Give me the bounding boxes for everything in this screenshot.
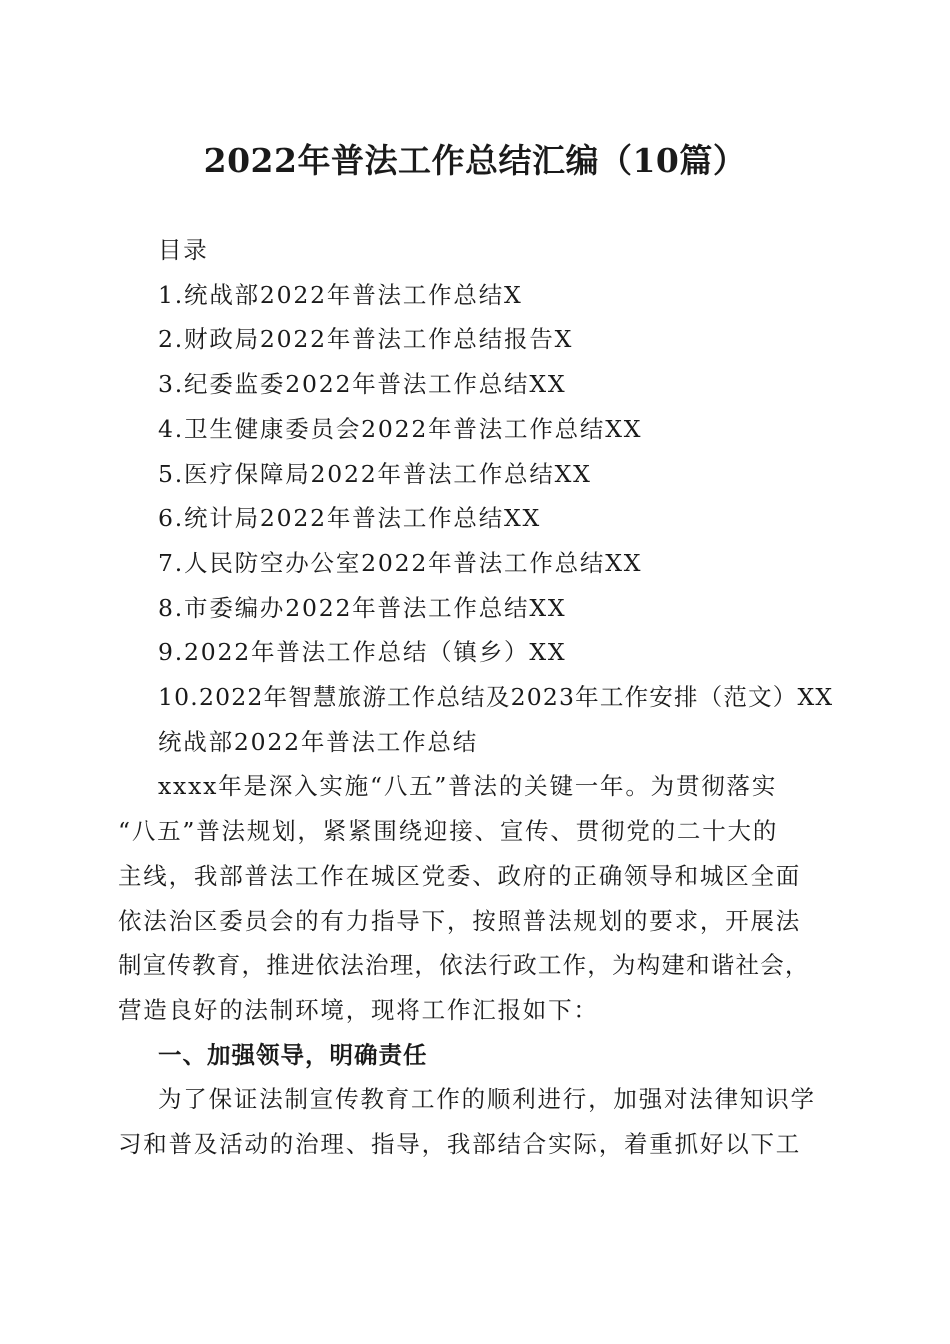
toc-heading: 目录 xyxy=(158,236,209,264)
toc-item-9[interactable]: 9.2022年普法工作总结（镇乡）XX xyxy=(158,638,567,667)
document-body xyxy=(118,228,834,1167)
paragraph-line: 营造良好的法制环境，现将工作汇报如下： xyxy=(118,995,599,1024)
document-title: 2022年普法工作总结汇编（10篇） xyxy=(203,141,747,180)
toc-item-2[interactable]: 2.财政局2022年普法工作总结报告X xyxy=(158,325,574,354)
paragraph-line: 依法治区委员会的有力指导下，按照普法规划的要求，开展法 xyxy=(118,906,802,935)
table-of-contents xyxy=(118,273,834,720)
paragraph-section-1 xyxy=(118,1077,834,1166)
toc-item-6[interactable]: 6.统计局2022年普法工作总结XX xyxy=(158,504,542,533)
section-heading-1: 一、加强领导，明确责任 xyxy=(158,1040,428,1069)
article-title: 统战部2022年普法工作总结 xyxy=(158,727,479,756)
toc-item-10[interactable]: 10.2022年智慧旅游工作总结及2023年工作安排（范文）XX xyxy=(158,683,834,712)
toc-item-3[interactable]: 3.纪委监委2022年普法工作总结XX xyxy=(158,370,567,399)
paragraph-line: 习和普及活动的治理、指导，我部结合实际，着重抓好以下工 xyxy=(118,1130,802,1159)
toc-item-7[interactable]: 7.人民防空办公室2022年普法工作总结XX xyxy=(158,548,643,577)
paragraph-line: “八五”普法规划，紧紧围绕迎接、宣传、贯彻党的二十大的 xyxy=(118,817,779,846)
toc-item-4[interactable]: 4.卫生健康委员会2022年普法工作总结XX xyxy=(158,414,643,443)
paragraph-line: xxxx年是深入实施“八五”普法的关键一年。为贯彻落实 xyxy=(158,772,778,801)
toc-item-1[interactable]: 1.统战部2022年普法工作总结X xyxy=(158,280,523,309)
paragraph-intro xyxy=(118,764,834,1032)
paragraph-line: 制宣传教育，推进依法治理，依法行政工作，为构建和谐社会， xyxy=(118,951,810,980)
paragraph-line: 主线，我部普法工作在城区党委、政府的正确领导和城区全面 xyxy=(118,861,802,890)
toc-item-8[interactable]: 8.市委编办2022年普法工作总结XX xyxy=(158,593,567,622)
paragraph-line: 为了保证法制宣传教育工作的顺利进行，加强对法律知识学 xyxy=(158,1085,816,1114)
toc-item-5[interactable]: 5.医疗保障局2022年普法工作总结XX xyxy=(158,459,592,488)
